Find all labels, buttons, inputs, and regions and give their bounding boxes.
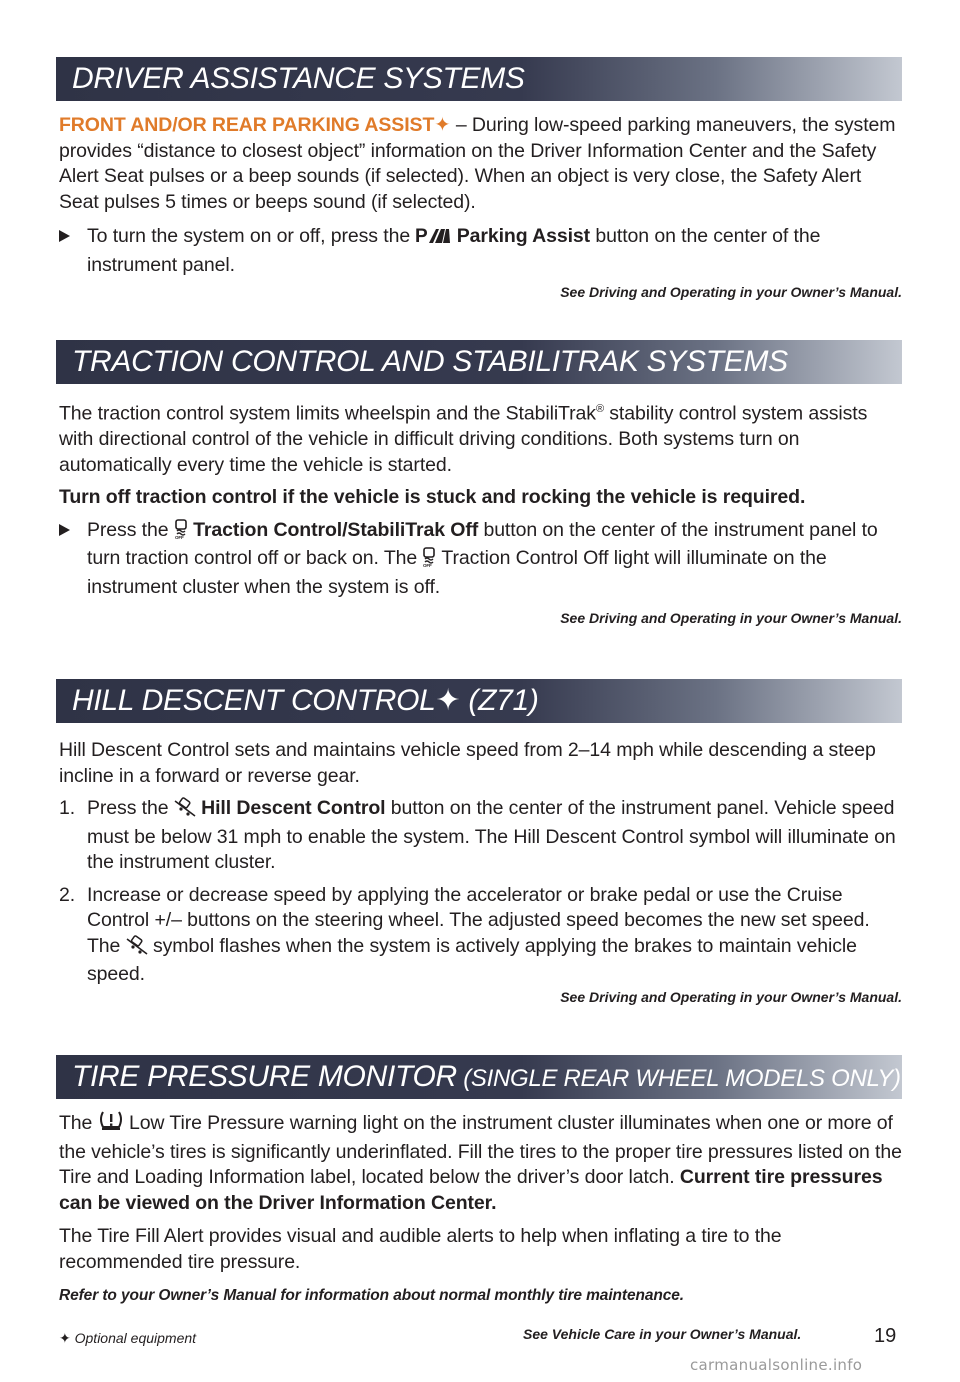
low-tire-pressure-icon	[98, 1110, 124, 1140]
tire-maintenance-note: Refer to your Owner’s Manual for information about normal monthly tire maintenance.	[59, 1287, 684, 1304]
traction-bullet: Press the OFF Traction Control/StabiliTrak Off button on the center of the instrument panel to turn traction control off or back on. The OFF Traction Control Off light will illuminate on the instrument cluster when the system is off.	[59, 518, 905, 601]
svg-text:OFF: OFF	[423, 563, 433, 567]
hill-descent-step-1: 1. Press the Hill Descent Control button on the center of the instrument panel. Vehicle speed must be below 31 mph to enable the system. The Hill Descent Control symbol will illuminate on the instrument cluster.	[59, 797, 896, 873]
section-body-traction-control	[59, 397, 905, 600]
reference-driving-operating: See Driving and Operating in your Owner’s Manual.	[560, 284, 902, 300]
traction-off-icon	[174, 519, 188, 547]
hill-descent-step-2: 2. Increase or decrease speed by applying the accelerator or brake pedal or use the Cruise Control +/– buttons on the steering wheel. The adjusted speed becomes the new set speed. The symbol flashes when the system is actively applying the brakes to maintain vehicle speed.	[59, 883, 870, 985]
hill-descent-symbol-icon	[126, 935, 148, 963]
tire-fill-alert-paragraph: The Tire Fill Alert provides visual and audible alerts to help when inflating a tire to the recommended tire pressure.	[59, 1225, 782, 1273]
parking-assist-paragraph: FRONT AND/OR REAR PARKING ASSIST✦ – During low-speed parking maneuvers, the system provides “distance to closest object” information on the Driver Information Center and the Safety Alert Seat pulses or a beep sounds (if selected). When an object is very close, the Safety Alert Seat pulses 5 times or beeps sound (if selected).	[59, 114, 896, 213]
section-body-driver-assistance	[59, 113, 905, 278]
traction-warning: Turn off traction control if the vehicle is stuck and rocking the vehicle is required.	[59, 486, 806, 508]
section-body-hill-descent	[59, 738, 905, 988]
parking-assist-icon	[415, 225, 451, 253]
optional-equipment-footnote: ✦ Optional equipment	[59, 1330, 197, 1346]
watermark: carmanualsonline.info	[690, 1356, 863, 1374]
traction-off-light-icon	[422, 547, 436, 575]
svg-text:OFF: OFF	[174, 534, 184, 539]
bullet-arrow-icon	[59, 230, 70, 242]
reference-driving-operating: See Driving and Operating in your Owner’s Manual.	[560, 989, 902, 1005]
hill-descent-icon	[174, 797, 196, 825]
section-header-traction-control: TRACTION CONTROL AND STABILITRAK SYSTEMS	[56, 340, 902, 384]
section-header-driver-assistance: DRIVER ASSISTANCE SYSTEMS	[56, 57, 902, 101]
section-body-tire-pressure	[59, 1110, 905, 1309]
optional-star-icon: ✦	[435, 684, 461, 717]
optional-star-icon: ✦	[434, 114, 451, 136]
svg-text:P: P	[415, 226, 428, 245]
hill-descent-paragraph: Hill Descent Control sets and maintains vehicle speed from 2–14 mph while descending a steep incline in a forward or reverse gear.	[59, 739, 876, 787]
reference-driving-operating: See Driving and Operating in your Owner’s Manual.	[560, 610, 902, 626]
optional-star-icon: ✦	[59, 1330, 71, 1346]
section-header-tire-pressure: TIRE PRESSURE MONITOR (SINGLE REAR WHEEL MODELS ONLY)	[56, 1055, 902, 1099]
traction-paragraph: The traction control system limits wheelspin and the StabiliTrak® stability control system assists with directional control of the vehicle in difficult driving conditions. Both systems turn on automatically every time the vehicle is started.	[59, 402, 868, 476]
section-header-hill-descent: HILL DESCENT CONTROL✦ (Z71)	[56, 679, 902, 723]
parking-assist-bullet: To turn the system on or off, press the P Parking Assist button on the center of the instrument panel.	[59, 224, 905, 278]
tire-pressure-paragraph: The Low Tire Pressure warning light on the instrument cluster illuminates when one or more of the vehicle’s tires is significantly underinflated. Fill the tires to the proper tire pressures listed on the Tire and Loading Information label, located below the driver’s door latch. Current tire pressures can be viewed on the Driver Information Center.	[59, 1112, 902, 1214]
bullet-arrow-icon	[59, 524, 70, 536]
reference-vehicle-care: See Vehicle Care in your Owner’s Manual.	[523, 1326, 802, 1342]
page-number: 19	[874, 1325, 897, 1347]
